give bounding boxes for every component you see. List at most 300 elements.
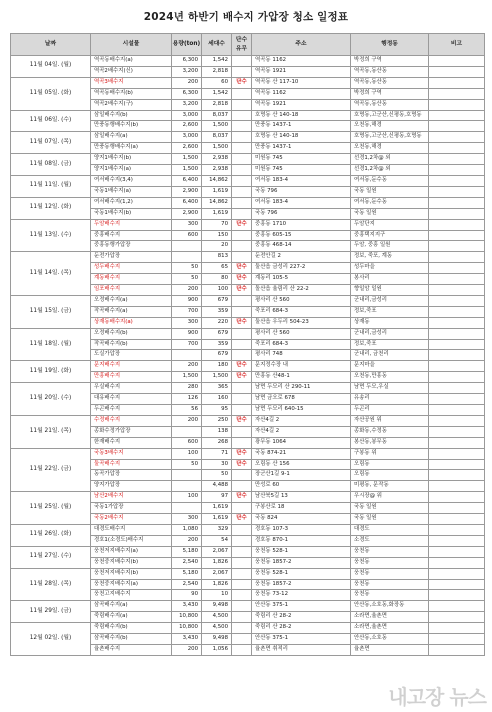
households-cell: 250 [202,415,232,426]
facility-cell: 대경도배수지 [91,524,172,535]
address-cell: 죽림리 산 28-2 [252,623,351,634]
capacity-cell: 3,000 [172,110,202,121]
facility-cell: 율촌배수지 [91,644,172,655]
households-cell: 30 [202,459,232,470]
households-cell: 679 [202,328,232,339]
memo-cell [429,306,485,317]
dansu-cell: 단수 [232,415,252,426]
memo-cell [429,644,485,655]
memo-cell [429,634,485,645]
capacity-cell: 100 [172,492,202,503]
address-cell: 호명동 산 140-18 [252,110,351,121]
address-cell: 만풍동 1437-1 [252,143,351,154]
address-cell: 둘산읍 금성리 227-2 [252,263,351,274]
capacity-cell [172,426,202,437]
table-row [11,546,485,557]
facility-cell: 작곡배수지(a) [91,306,172,317]
dansu-cell [232,623,252,634]
address-cell: 돌산읍 율림리 산 22-2 [252,285,351,296]
dong-cell: 역곡동,동산동 [351,99,429,110]
date-cell: 11월 28일. (목) [11,568,91,601]
schedule-table [10,33,485,656]
address-cell: 죽포리 684-3 [252,339,351,350]
dong-cell: 봉사리 [351,274,429,285]
capacity-cell: 6,300 [172,56,202,67]
capacity-cell: 900 [172,328,202,339]
dansu-cell: 단수 [232,274,252,285]
date-cell: 11월 14일. (목) [11,252,91,296]
memo-cell [429,448,485,459]
facility-cell: 둔전가압장 [91,252,172,263]
capacity-cell: 90 [172,590,202,601]
dong-cell: 우시장@ 위 [351,492,429,503]
facility-cell: 계동배수지 [91,274,172,285]
date-cell: 11월 21일. (목) [11,415,91,448]
dansu-cell: 단수 [232,459,252,470]
dansu-cell [232,339,252,350]
dong-cell: 유송리 [351,394,429,405]
dansu-cell [232,350,252,361]
dansu-cell [232,644,252,655]
header-dong: 행정동 [351,34,429,56]
dong-cell: 선경1,2차@ 외 [351,154,429,165]
facility-cell: 국동3배수지 [91,448,172,459]
dansu-cell [232,601,252,612]
facility-cell: 중흥배수지 [91,230,172,241]
dansu-cell [232,66,252,77]
address-cell: 경호동 870-1 [252,535,351,546]
memo-cell [429,99,485,110]
dansu-cell: 단수 [232,77,252,88]
memo-cell [429,481,485,492]
address-cell: 역곡동 1921 [252,99,351,110]
memo-cell [429,208,485,219]
address-cell: 안산동 375-1 [252,601,351,612]
memo-cell [429,492,485,503]
households-cell: 1,619 [202,208,232,219]
capacity-cell: 200 [172,77,202,88]
dong-cell: 두곤리 [351,405,429,416]
dong-cell: 자산공원 위 [351,415,429,426]
memo-cell [429,339,485,350]
facility-cell: 양지가압장 [91,481,172,492]
address-cell: 미원동 745 [252,165,351,176]
dong-cell: 향일암 일원 [351,285,429,296]
date-cell: 11월 25일. (월) [11,492,91,525]
address-cell: 웅천동 73-12 [252,590,351,601]
capacity-cell: 56 [172,405,202,416]
dansu-cell [232,394,252,405]
households-cell: 2,818 [202,99,232,110]
households-cell: 1,826 [202,557,232,568]
households-cell: 138 [202,426,232,437]
dong-cell: 오천동,해경 [351,143,429,154]
dansu-cell [232,252,252,263]
households-cell: 9,498 [202,601,232,612]
memo-cell [429,154,485,165]
households-cell: 679 [202,295,232,306]
memo-cell [429,219,485,230]
memo-cell [429,295,485,306]
households-cell: 8,037 [202,110,232,121]
address-cell: 웅천동 528-1 [252,568,351,579]
facility-cell: 두곤배수지 [91,405,172,416]
address-cell: 평사리 748 [252,350,351,361]
dansu-cell: 단수 [232,492,252,503]
memo-cell [429,383,485,394]
facility-cell: 만풍동행배수지(b) [91,121,172,132]
households-cell: 813 [202,252,232,263]
dansu-cell [232,175,252,186]
households-cell: 268 [202,437,232,448]
households-cell: 160 [202,394,232,405]
dong-cell: 여서동,둔수동 [351,175,429,186]
dong-cell: 미평동, 문작동 [351,481,429,492]
facility-cell: 우실배수지 [91,383,172,394]
address-cell: 남면 금오로 678 [252,394,351,405]
facility-cell: 죽림배수지(a) [91,612,172,623]
address-cell: 율촌면 취적리 [252,644,351,655]
address-cell: 둔전안길 2 [252,252,351,263]
households-cell: 150 [202,230,232,241]
dong-cell: 박정희 구역 [351,88,429,99]
facility-cell: 웅천중지배수지(a) [91,579,172,590]
dansu-cell [232,110,252,121]
dong-cell: 국동 일원 [351,514,429,525]
memo-cell [429,568,485,579]
memo-cell [429,252,485,263]
memo-cell [429,56,485,67]
households-cell: 679 [202,350,232,361]
facility-cell: 웅천중지배수지(b) [91,557,172,568]
households-cell: 1,619 [202,503,232,514]
households-cell: 100 [202,285,232,296]
dansu-cell [232,426,252,437]
households-cell: 2,938 [202,165,232,176]
address-cell: 둘산읍 우두리 504-23 [252,317,351,328]
households-cell: 71 [202,448,232,459]
memo-cell [429,241,485,252]
dansu-cell [232,165,252,176]
date-cell: 11월 13일. (수) [11,219,91,252]
table-row [11,524,485,535]
table-row [11,252,485,263]
facility-cell: 국동2배수지 [91,514,172,525]
dansu-cell: 단수 [232,263,252,274]
dong-cell: 역곡동,동산동 [351,66,429,77]
capacity-cell: 5,180 [172,568,202,579]
address-cell: 남면 두모리 산 290-11 [252,383,351,394]
capacity-cell: 1,500 [172,165,202,176]
facility-cell: 삼일배수지(a) [91,132,172,143]
address-cell: 여서동 183-4 [252,197,351,208]
dansu-cell [232,230,252,241]
households-cell: 97 [202,492,232,503]
dansu-cell [232,88,252,99]
dong-cell: 상재동 [351,317,429,328]
households-cell: 4,500 [202,623,232,634]
memo-cell [429,165,485,176]
facility-cell: 국동1배수지(b) [91,208,172,219]
dansu-cell [232,579,252,590]
capacity-cell: 2,900 [172,186,202,197]
dong-cell: 두암단지 [351,219,429,230]
dansu-cell [232,437,252,448]
dansu-cell [232,56,252,67]
facility-cell: 웅천고지배수지 [91,590,172,601]
header-date: 날짜 [11,34,91,56]
facility-cell: 여서배수지(3,4) [91,175,172,186]
dong-cell: 봉산동,봉무동 [351,437,429,448]
dong-cell: 여서동,둔수동 [351,197,429,208]
dong-cell: 정보,죽포 [351,339,429,350]
address-cell: 국동 796 [252,186,351,197]
memo-cell [429,285,485,296]
header-memo: 비고 [429,34,485,56]
dong-cell: 종화동,수정동 [351,426,429,437]
table-row [11,361,485,372]
capacity-cell [172,350,202,361]
capacity-cell: 3,000 [172,132,202,143]
memo-cell [429,612,485,623]
watermark-logo: 내고장 뉴스 [388,685,486,709]
capacity-cell: 900 [172,295,202,306]
households-cell: 14,862 [202,175,232,186]
households-cell: 1,542 [202,56,232,67]
memo-cell [429,143,485,154]
address-cell: 남면 두모리 640-15 [252,405,351,416]
date-cell: 11월 18일. (월) [11,328,91,361]
capacity-cell: 100 [172,448,202,459]
households-cell: 10 [202,590,232,601]
header-dansu-line1: 단수 [235,36,248,43]
dong-cell: 역곡동,동산동 [351,77,429,88]
date-cell: 11월 19일. (화) [11,361,91,383]
address-cell: 웅천동 1857-2 [252,557,351,568]
households-cell: 8,037 [202,132,232,143]
households-cell: 54 [202,535,232,546]
address-cell: 광무동 1064 [252,437,351,448]
capacity-cell: 2,540 [172,557,202,568]
dansu-cell [232,503,252,514]
memo-cell [429,535,485,546]
address-cell: 여서동 183-4 [252,175,351,186]
dong-cell: 오천동,만흥동 [351,372,429,383]
facility-cell: 오정배수지(a) [91,295,172,306]
address-cell: 역곡동 1921 [252,66,351,77]
memo-cell [429,317,485,328]
capacity-cell: 2,600 [172,143,202,154]
dansu-cell [232,405,252,416]
date-cell: 11월 22일. (금) [11,448,91,492]
dong-cell: 웅천동 [351,579,429,590]
address-cell: 중흥동 1710 [252,219,351,230]
date-cell: 11월 07일. (목) [11,132,91,154]
memo-cell [429,350,485,361]
address-cell: 남산북5길 13 [252,492,351,503]
date-cell: 11월 20일. (수) [11,383,91,416]
header-address: 주소 [252,34,351,56]
households-cell: 65 [202,263,232,274]
schedule-body [11,56,485,656]
address-cell: 경호동 107-3 [252,524,351,535]
memo-cell [429,132,485,143]
address-cell: 미원동 745 [252,154,351,165]
date-cell: 11월 29일. (금) [11,601,91,623]
dong-cell: 오림동 [351,470,429,481]
dong-cell: 구봉동 위 [351,448,429,459]
facility-cell: 임포배수지 [91,285,172,296]
address-cell: 호명동 산 140-18 [252,132,351,143]
dansu-cell: 단수 [232,317,252,328]
memo-cell [429,405,485,416]
facility-cell: 동곡가압장 [91,470,172,481]
memo-cell [429,328,485,339]
memo-cell [429,601,485,612]
date-cell: 11월 05일. (화) [11,77,91,110]
header-dansu-line2: 유무 [235,45,248,52]
households-cell: 50 [202,470,232,481]
capacity-cell: 200 [172,535,202,546]
address-cell: 문지정수장 내 [252,361,351,372]
facility-cell: 둘곡배수지 [91,459,172,470]
table-row [11,132,485,143]
table-row [11,492,485,503]
memo-cell [429,274,485,285]
dong-cell: 웅천동 [351,557,429,568]
memo-cell [429,437,485,448]
facility-cell: 경호1(소경도)배수지 [91,535,172,546]
facility-cell: 역곡3배수지 [91,77,172,88]
memo-cell [429,230,485,241]
dansu-cell [232,99,252,110]
facility-cell: 양지1배수지(a) [91,165,172,176]
dong-cell: 호명동,고군산,신평동,호명동 [351,110,429,121]
facility-cell: 역곡2배수지(신) [91,66,172,77]
dansu-cell [232,383,252,394]
capacity-cell: 126 [172,394,202,405]
table-row [11,568,485,579]
capacity-cell: 300 [172,219,202,230]
memo-cell [429,426,485,437]
households-cell: 60 [202,77,232,88]
dong-cell: 웅천동 [351,590,429,601]
facility-cell: 역곡동배수지(b) [91,88,172,99]
dansu-cell [232,306,252,317]
capacity-cell: 300 [172,514,202,525]
page-title: 2024년 하반기 배수지 가압장 청소 일정표 [143,11,349,23]
households-cell: 220 [202,317,232,328]
dong-cell: 박정희 구역 [351,56,429,67]
dansu-cell [232,132,252,143]
facility-cell: 두암배수지 [91,219,172,230]
address-cell: 국동 824 [252,514,351,525]
facility-cell: 웅천저지배수지(b) [91,568,172,579]
dong-cell: 국동 일원 [351,503,429,514]
date-cell: 11월 12일. (화) [11,197,91,219]
dansu-cell: 단수 [232,448,252,459]
table-row [11,56,485,67]
facility-cell: 도실가압장 [91,350,172,361]
memo-cell [429,361,485,372]
memo-cell [429,175,485,186]
capacity-cell: 50 [172,263,202,274]
facility-cell: 만풍동행배수지(a) [91,143,172,154]
facility-cell: 대유배수지 [91,394,172,405]
address-cell: 만풍동 1437-1 [252,121,351,132]
dong-cell: 문지마을 [351,361,429,372]
dansu-cell [232,295,252,306]
households-cell: 2,067 [202,568,232,579]
households-cell: 2,938 [202,154,232,165]
facility-cell: 역곡동배수지(a) [91,56,172,67]
memo-cell [429,88,485,99]
dansu-cell [232,557,252,568]
dong-cell: 소라면,율촌면 [351,612,429,623]
facility-cell: 죽림배수지(b) [91,623,172,634]
capacity-cell [172,252,202,263]
dansu-cell [232,197,252,208]
address-cell: 중흥동 468-14 [252,241,351,252]
address-cell: 죽림리 산 28-2 [252,612,351,623]
dong-cell: 정보,죽포 [351,306,429,317]
facility-cell: 중흥동행가압장 [91,241,172,252]
capacity-cell: 3,200 [172,66,202,77]
dong-cell: 남면 두모,우실 [351,383,429,394]
memo-cell [429,263,485,274]
memo-cell [429,557,485,568]
header-capacity: 용량(ton) [172,34,202,56]
facility-cell: 상재동배수지(a) [91,317,172,328]
dong-cell: 중흥택지지구 [351,230,429,241]
memo-cell [429,524,485,535]
households-cell: 365 [202,383,232,394]
facility-cell: 삼곡배수지(a) [91,601,172,612]
dong-cell: 웅천동 [351,546,429,557]
dong-cell: 대경도 [351,524,429,535]
memo-cell [429,197,485,208]
address-cell: 국동 874-21 [252,448,351,459]
capacity-cell: 2,600 [172,121,202,132]
capacity-cell [172,470,202,481]
memo-cell [429,66,485,77]
dansu-cell [232,546,252,557]
capacity-cell: 10,800 [172,623,202,634]
capacity-cell: 50 [172,274,202,285]
dansu-cell [232,481,252,492]
dansu-cell: 단수 [232,514,252,525]
capacity-cell: 1,500 [172,154,202,165]
memo-cell [429,514,485,525]
households-cell: 359 [202,306,232,317]
facility-cell: 종화수정가압장 [91,426,172,437]
capacity-cell: 3,200 [172,99,202,110]
dansu-cell [232,524,252,535]
dansu-cell [232,470,252,481]
facility-cell: 수정배수지 [91,415,172,426]
dansu-cell [232,328,252,339]
dong-cell: 율촌면 [351,644,429,655]
facility-cell: 삼곡배수지(b) [91,634,172,645]
dansu-cell [232,154,252,165]
facility-cell: 여서배수지(1,2) [91,197,172,208]
table-row [11,623,485,634]
facility-cell: 양지1배수지(b) [91,154,172,165]
dansu-cell: 단수 [232,361,252,372]
capacity-cell: 5,180 [172,546,202,557]
facility-cell: 작곡배수지(b) [91,339,172,350]
dansu-cell [232,590,252,601]
